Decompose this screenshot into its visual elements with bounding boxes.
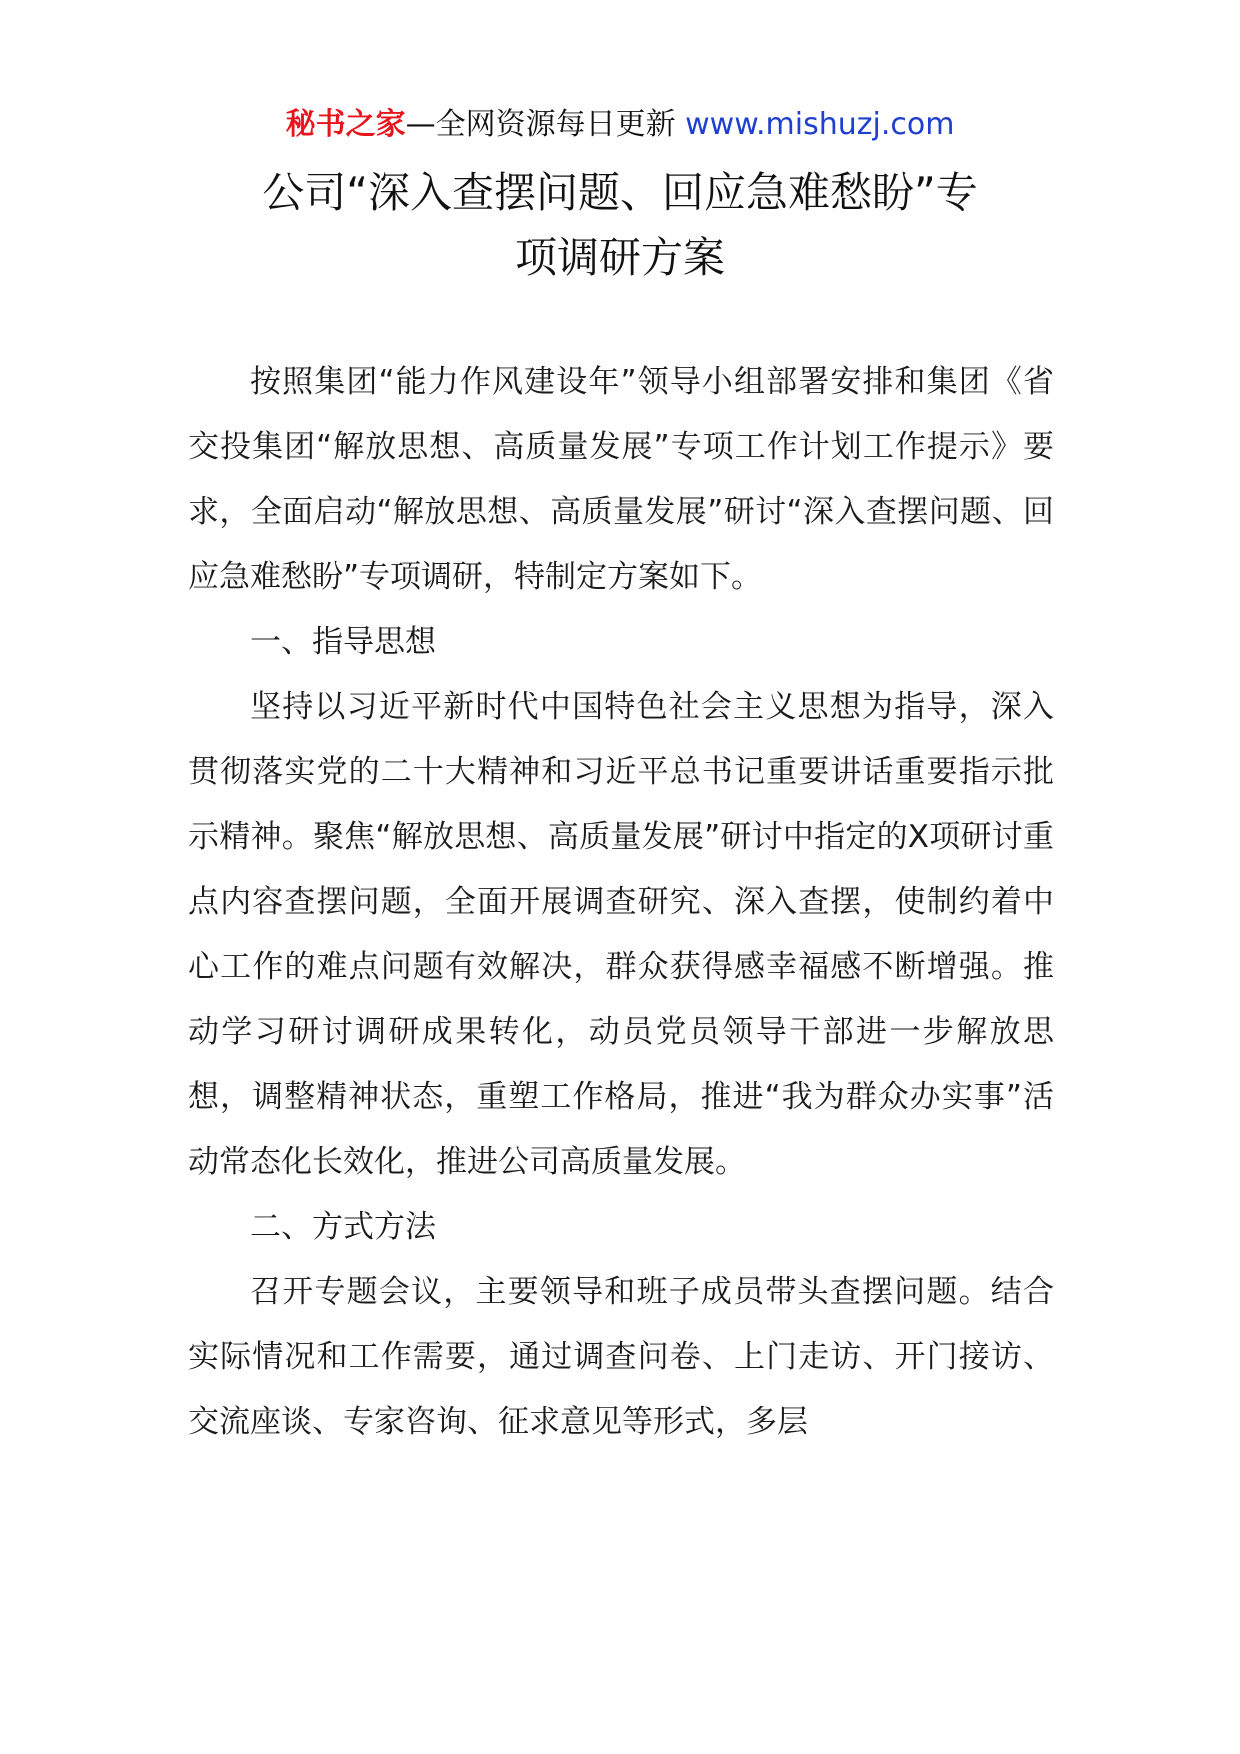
site-header — [0, 100, 1240, 150]
title-line-1: 公司“深入查摆问题、回应急难愁盼”专 — [262, 168, 978, 217]
intro-paragraph: 按照集团“能力作风建设年”领导小组部署安排和集团《省交投集团“解放思想、高质量发展”专项工作计划工作提示》要求，全面启动“解放思想、高质量发展”研讨“深入查摆问题、回应急难愁盼”专项调研，特制定方案如下。 — [188, 364, 1054, 595]
document-title — [188, 160, 1052, 290]
guiding-ideology-paragraph: 坚持以习近平新时代中国特色社会主义思想为指导，深入贯彻落实党的二十大精神和习近平总书记重要讲话重要指示批示精神。聚焦“解放思想、高质量发展”研讨中指定的X项研讨重点内容查摆问题，全面开展调查研究、深入查摆，使制约着中心工作的难点问题有效解决，群众获得感幸福感不断增强。推动学习研讨调研成果转化，动员党员领导干部进一步解放思想，调整精神状态，重塑工作格局，推进“我为群众办实事”活动常态化长效化，推进公司高质量发展。 — [188, 689, 1054, 1180]
document-body — [188, 350, 1054, 1455]
title-line-2: 项调研方案 — [514, 233, 725, 282]
section-heading-methods: 二、方式方法 — [250, 1209, 436, 1245]
header-tagline: —全网资源每日更新 — [405, 107, 686, 142]
methods-paragraph: 召开专题会议，主要领导和班子成员带头查摆问题。结合实际情况和工作需要，通过调查问卷、上门走访、开门接访、交流座谈、专家咨询、征求意见等形式，多层 — [188, 1274, 1054, 1440]
brand-name: 秘书之家 — [285, 107, 406, 142]
site-url-link[interactable]: www.mishuzj.com — [685, 107, 955, 142]
section-heading-guiding-ideology: 一、指导思想 — [250, 624, 436, 660]
